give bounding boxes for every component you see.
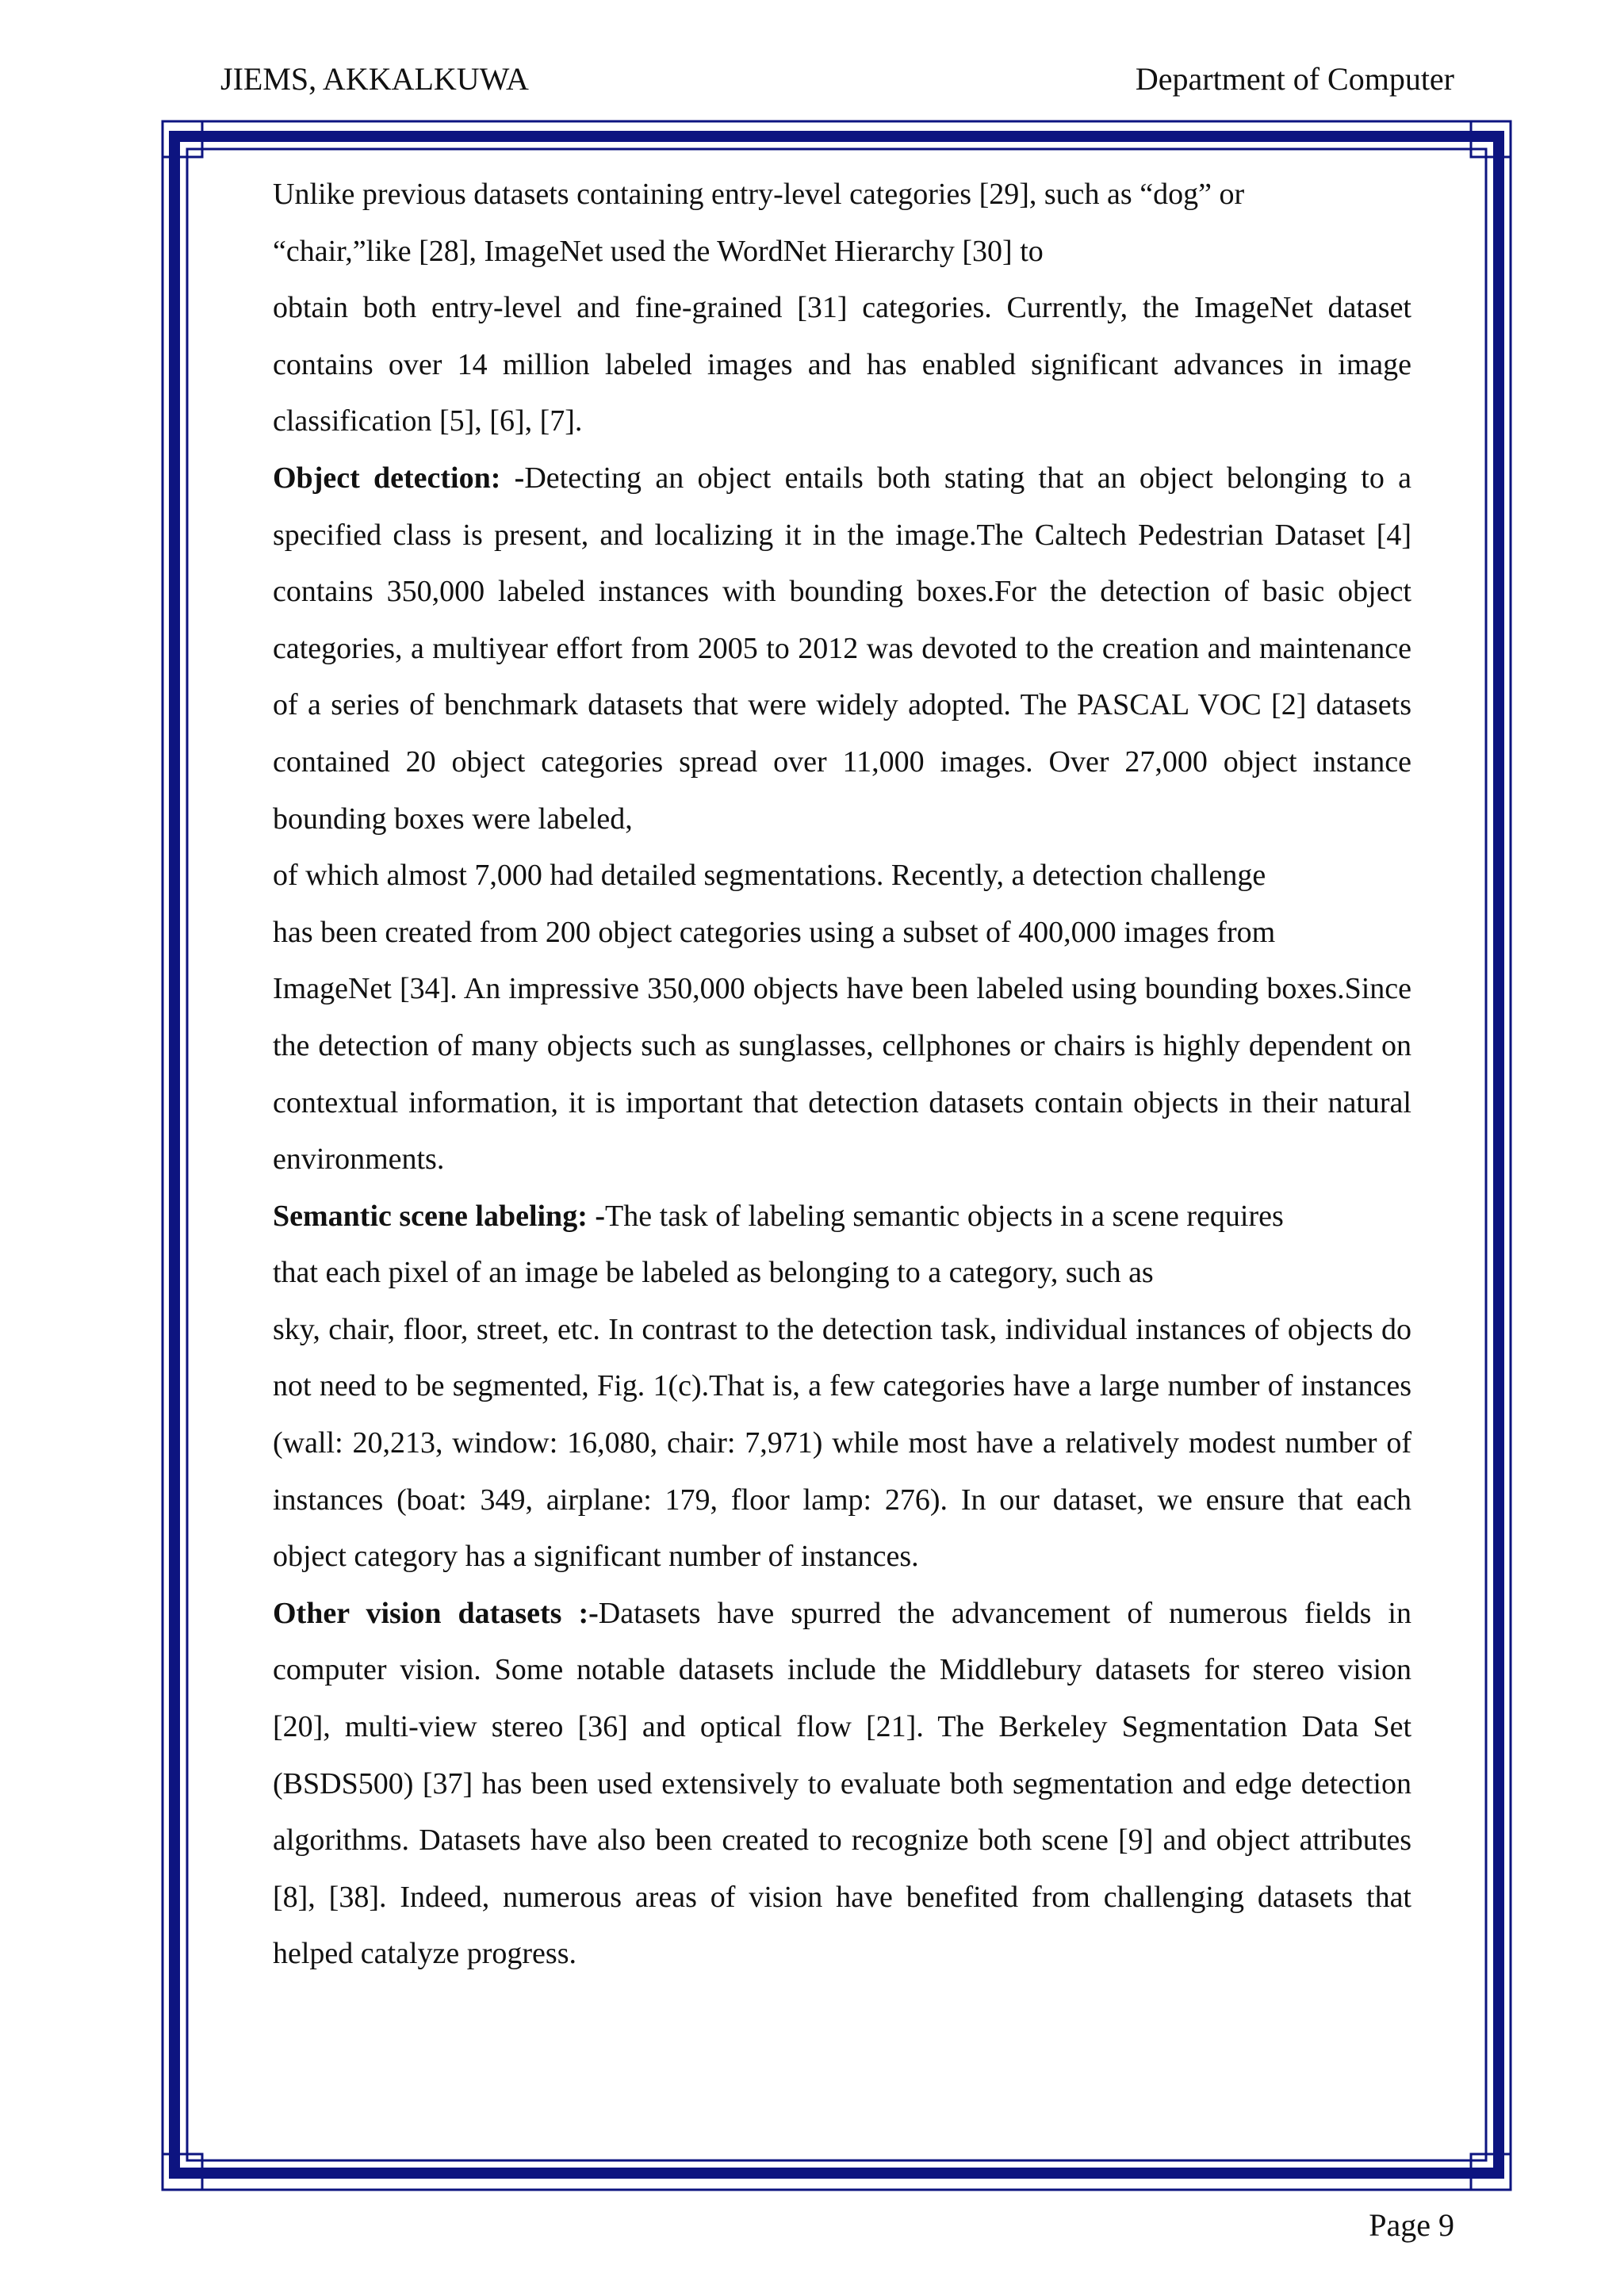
header-institution: JIEMS, AKKALKUWA xyxy=(220,61,529,97)
paragraph-object-detection: Object detection: -Detecting an object entails both stating that an object belonging to a specified class is present, and localizing it in the image.The Caltech Pedestrian Dataset [4] contains 350,000 labeled instances with bounding boxes.For the detection of basic object categories, a multiyear effort from 2005 to 2012 was devoted to the creation and maintenance of a series of benchmark datasets that were widely adopted. The PASCAL VOC [2] datasets contained 20 object categories spread over 11,000 images. Over 27,000 object instance bounding boxes were labeled, xyxy=(273,461,1412,836)
header-department: Department of Computer xyxy=(1135,61,1454,97)
paragraph: obtain both entry-level and fine-grained [31] categories. Currently, the ImageNet dataset contains over 14 million labeled images and has enabled significant advances in image classification [5], [6], [7]. xyxy=(273,291,1411,438)
section-heading-semantic-scene-labeling: Semantic scene labeling: - xyxy=(273,1199,606,1233)
paragraph: sky, chair, floor, street, etc. In contrast to the detection task, individual instances of objects do not need to be segmented, Fig. 1(c).That is, a few categories have a large number of instances (wall: 20,213, window: 16,080, chair: 7,971) while most have a relatively modest number of instances (boat: 349, airplane: 179, floor lamp: 276). In our dataset, we ensure that each object category has a significant number of instances. xyxy=(273,1312,1411,1574)
page-number: Page 9 xyxy=(1369,2207,1454,2243)
paragraph: that each pixel of an image be labeled as belonging to a category, such as xyxy=(273,1256,1154,1290)
paragraph: “chair,”like [28], ImageNet used the WordNet Hierarchy [30] to xyxy=(273,234,1044,268)
paragraph: ImageNet [34]. An impressive 350,000 objects have been labeled using bounding boxes.Since the detection of many objects such as sunglasses, cellphones or chairs is highly dependent on contextual information, it is important that detection datasets contain objects in their natural environments. xyxy=(273,972,1411,1177)
paragraph-other-vision-datasets: Other vision datasets :-Datasets have spurred the advancement of numerous fields in computer vision. Some notable datasets include the Middlebury datasets for stereo vision [20], multi-view stereo [36] and optical flow [21]. The Berkeley Segmentation Data Set (BSDS500) [37] has been used extensively to evaluate both segmentation and edge detection algorithms. Datasets have also been created to recognize both scene [9] and object attributes [8], [38]. Indeed, numerous areas of vision have benefited from challenging datasets that helped catalyze progress. xyxy=(273,1596,1411,1971)
section-heading-other-vision-datasets: Other vision datasets :- xyxy=(273,1596,599,1630)
paragraph-semantic-scene-labeling: Semantic scene labeling: -The task of labeling semantic objects in a scene requires xyxy=(273,1199,1284,1233)
paragraph: has been created from 200 object categories using a subset of 400,000 images from xyxy=(273,915,1276,949)
paragraph: Unlike previous datasets containing entry-level categories [29], such as “dog” or xyxy=(273,178,1245,211)
section-heading-object-detection: Object detection: - xyxy=(273,461,525,495)
body-text xyxy=(273,166,1411,1983)
paragraph: of which almost 7,000 had detailed segmentations. Recently, a detection challenge xyxy=(273,859,1266,893)
